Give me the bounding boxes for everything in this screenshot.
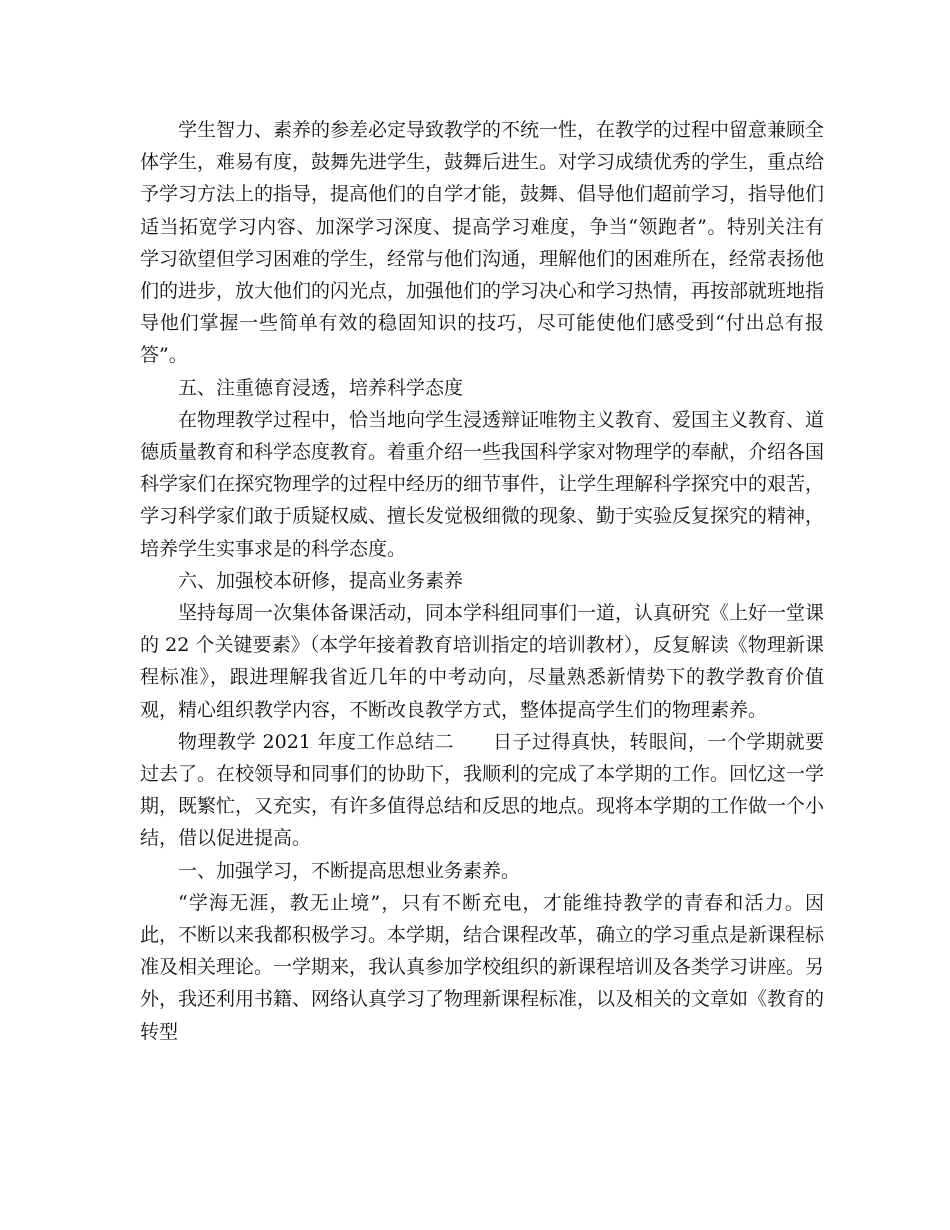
paragraph-school-research: 坚持每周一次集体备课活动，同本学科组同事们一道，认真研究《上好一堂课的 22 个关键要素》（本学年接着教育培训指定的培训教材），反复解读《物理新课程标准》，跟进理解我省近几年的中考动向，尽量熟悉新情势下的教学教育价值观，精心组织教学内容，不断改良教学方式，整体提高学生们的物理素养。 (140, 602, 825, 721)
paragraph-summary-two-intro: 物理教学 2021 年度工作总结二 日子过得真快，转眼间，一个学期就要过去了。在校领导和同事们的协助下，我顺利的完成了本学期的工作。回忆这一学期，既繁忙，又充实，有许多值得总结和反思的地点。现将本学期的工作做一个小结，借以促进提高。 (140, 730, 825, 850)
document-body (140, 114, 824, 1048)
section-heading-six: 六、加强校本研修，提高业务素养 (178, 569, 464, 592)
section-heading-five: 五、注重德育浸透，培养科学态度 (178, 376, 464, 399)
paragraph-student-differences: 学生智力、素养的参差必定导致教学的不统一性，在教学的过程中留意兼顾全体学生，难易有度，鼓舞先进学生，鼓舞后进生。对学习成绩优秀的学生，重点给予学习方法上的指导，提高他们的自学才能，鼓舞、倡导他们超前学习，指导他们适当拓宽学习内容、加深学习深度、提高学习难度，争当“领跑者”。特别关注有学习欲望但学习困难的学生，经常与他们沟通，理解他们的困难所在，经常表扬他们的进步，放大他们的闪光点，加强他们的学习决心和学习热情，再按部就班地指导他们掌握一些简单有效的稳固知识的技巧，尽可能使他们感受到“付出总有报答”。 (140, 119, 825, 367)
paragraph-moral-education: 在物理教学过程中，恰当地向学生浸透辩证唯物主义教育、爱国主义教育、道德质量教育和科学态度教育。着重介绍一些我国科学家对物理学的奉献，介绍各国科学家们在探究物理学的过程中经历的细节事件，让学生理解科学探究中的艰苦，学习科学家们敢于质疑权威、擅长发觉极细微的现象、勤于实验反复探究的精神，培养学生实事求是的科学态度。 (140, 408, 825, 560)
paragraph-continuous-learning: “学海无涯，教无止境”，只有不断充电，才能维持教学的青春和活力。因此，不断以来我都积极学习。本学期，结合课程改革，确立的学习重点是新课程标准及相关理论。一学期来，我认真参加学校组织的新课程培训及各类学习讲座。另外，我还利用书籍、网络认真学习了物理新课程标准，以及相关的文章如《教育的转型 (140, 891, 825, 1043)
section-heading-one: 一、加强学习，不断提高思想业务素养。 (178, 859, 521, 882)
